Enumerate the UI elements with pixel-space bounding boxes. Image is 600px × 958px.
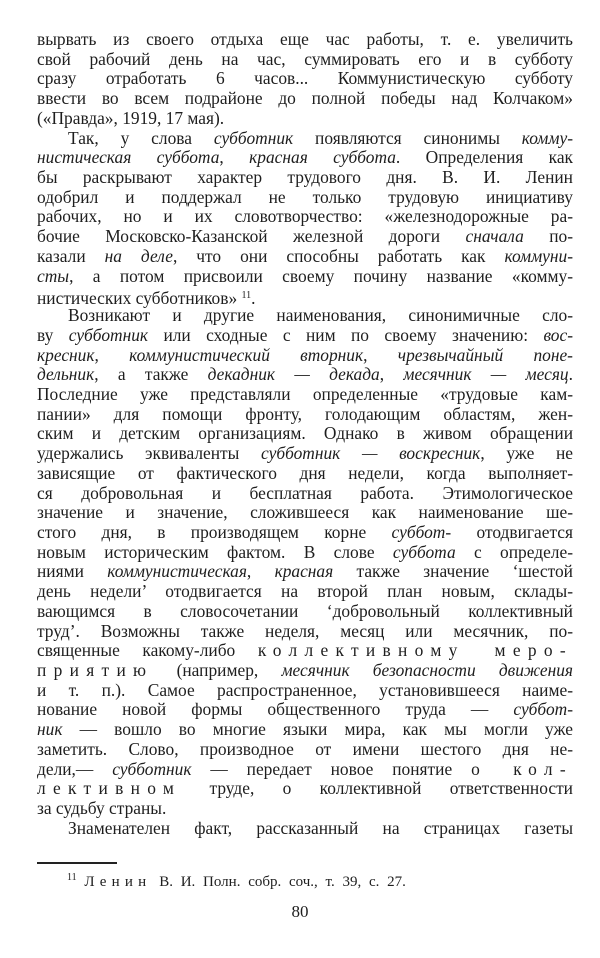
text-segment: , [94,344,130,365]
italic-text: красная суббота [249,147,396,168]
italic-text: красная [274,561,334,582]
text-segment: день недели’ отодвигается на второй план новым, склады- [37,581,573,602]
footnote [67,868,406,892]
spaced-text: приятию [37,660,154,680]
spaced-text: коллективному меро- [257,640,573,661]
text-segment: отодвигается [451,521,573,542]
text-segment: или сходные с ним по своему значению: [148,324,544,345]
text-segment: дели,— [37,758,113,779]
text-segment: удержались эквиваленты [37,443,261,464]
text-line [37,227,573,247]
text-line [37,523,573,543]
italic-text: коммуни- [504,245,574,266]
italic-text: на деле [104,245,173,266]
italic-text: месячник безопасности движения [281,660,573,680]
italic-text: коммунистическая [107,561,247,582]
text-line [37,779,573,799]
text-line [37,740,573,760]
text-segment: ся добровольная и бесплатная работа. Этимологическое [37,482,573,503]
text-segment: ву [37,324,69,345]
text-segment: труд’. Возможны также неделя, месяц или месячник, по- [37,620,573,641]
text-segment: , что они способны работать как [172,245,505,266]
text-segment: одобрил и поддержал не только трудовую инициативу [37,186,573,207]
text-line [37,503,573,523]
text-segment: нование новой формы общественного труда — [37,699,514,720]
text-segment: с определе- [455,541,573,562]
text-segment: бочие Московско-Казанской железной дороги [37,226,466,247]
italic-text: нистическая суббота [37,147,220,168]
text-segment: , [363,344,398,365]
text-line [37,424,573,444]
text-segment: ским и детским организациям. Однако в живом обращении [37,423,573,444]
text-segment: новым историческим фактом. В слове [37,541,393,562]
text-segment: священные какому-либо [37,640,258,661]
text-segment: ниями [37,561,108,582]
italic-text: субботник [68,324,149,345]
text-segment: свой рабочий день на час, суммировать его и в субботу [37,48,573,69]
text-segment: сразу отработать 6 часов... Коммунистическую субботу [37,68,573,89]
text-segment: Последние уже представляли определенные «трудовые кам- [37,383,573,404]
italic-text: ник [37,719,63,740]
text-segment: . [251,288,256,309]
text-segment: , [219,147,250,168]
text-line [37,641,573,661]
italic-text: сначала [465,226,524,247]
italic-text: вос- [543,324,573,345]
text-segment: Так, у слова [68,127,214,148]
text-line [37,661,573,681]
text-segment: («Правда», 1919, 17 мая). [37,107,225,128]
text-segment: , [246,561,275,582]
text-segment: . Определения как [395,147,574,168]
text-line [37,30,573,50]
text-line [37,247,573,267]
italic-text: декадник — декада [207,364,380,385]
italic-text: суббот- [391,521,452,542]
text-line [37,207,573,227]
text-segment: бы раскрывают характер трудового дня. В. И. Ленин [37,167,573,188]
text-line [37,286,573,309]
text-line [37,306,573,326]
text-segment: Возникают и другие наименования, синонимичные сло- [68,305,573,326]
text-segment: рабочих, но и их словотворчество: «железнодорожные ра- [37,206,573,227]
text-line [37,365,573,385]
text-segment: появляются синонимы [293,127,522,148]
footnote-author: Ленин [84,874,152,890]
footnote-number: 11 [67,872,77,883]
text-line [37,69,573,89]
text-line [37,582,573,602]
italic-text: субботник — воскресник [261,443,481,464]
text-line [37,188,573,208]
text-segment: и т. п.). Самое распространенное, установившееся наиме- [37,679,573,700]
text-segment: (например, [153,660,282,680]
italic-text: комму- [521,127,573,148]
italic-text: дельник [37,364,95,385]
page-number: 80 [291,902,309,921]
text-line [37,89,573,109]
spaced-text: о кол- [471,758,573,779]
text-line [37,148,573,168]
italic-text: субботник [213,127,294,148]
text-line [37,760,573,780]
text-line [37,109,573,129]
text-line [37,267,573,287]
text-segment: значение и значение, сложившееся как наименование ше- [37,502,573,523]
body-text [37,30,573,838]
text-segment: за судьбу страны. [37,798,167,819]
text-segment: вырвать из своего отдыха еще час работы, т. е. увеличить [37,29,573,49]
text-segment: — вошло во многие языки мира, как мы могли уже [62,719,573,740]
text-line [37,129,573,149]
text-segment: — передает новое понятие [191,758,472,779]
text-line [37,464,573,484]
text-line [37,562,573,582]
text-segment: , а также [94,364,208,385]
text-line [37,444,573,464]
text-segment: . [568,364,573,385]
text-segment: казали [37,245,105,266]
italic-text: месячник — месяц [403,364,569,385]
text-segment: , а потом присвоили своему почину название «комму- [69,265,573,286]
text-line [37,681,573,701]
text-segment: , уже не [480,443,574,464]
text-segment: по- [523,226,573,247]
text-line [37,326,573,346]
text-line [37,602,573,622]
italic-text: суббота [392,541,456,562]
footnote-ref: 11 [241,290,252,302]
text-segment: зависящие от фактического дня недели, когда выполняет- [37,462,573,483]
text-line [37,622,573,642]
text-line [37,720,573,740]
text-line [37,346,573,366]
footnote-text: В. И. Полн. собр. соч., т. 39, с. 27. [159,874,406,890]
italic-text: коммунистический вторник [129,344,364,365]
text-line [37,168,573,188]
text-line [37,50,573,70]
text-segment: , [379,364,404,385]
text-line [37,543,573,563]
text-line [37,799,573,819]
italic-text: кресник [37,344,95,365]
text-segment: заметить. Слово, производное от имени шестого дня не- [37,738,573,759]
text-segment: нистических субботников» [37,288,242,309]
text-line [37,484,573,504]
text-segment: Знаменателен факт, рассказанный на страницах газеты [68,817,573,838]
text-segment: также значение ‘шестой [333,561,573,582]
text-segment: ввести во всем подрайоне до полной победы над Колчаком» [37,88,573,109]
text-line [37,405,573,425]
italic-text: чрезвычайный поне- [397,344,573,365]
text-line [37,385,573,405]
spaced-text: лективном [37,778,182,799]
italic-text: субботник [112,758,192,779]
footnote-divider [37,862,117,864]
text-line [37,700,573,720]
text-segment: стого дня, в производящем корне [37,521,392,542]
text-segment: труде, о коллективной ответственности [181,778,573,799]
italic-text: сты [37,265,70,286]
text-segment: пании» для помощи фронту, голодающим областям, жен- [37,403,573,424]
italic-text: суббот- [513,699,573,720]
text-segment: вающимся в словосочетании ‘добровольный коллективный [37,600,573,621]
text-line [37,819,573,839]
